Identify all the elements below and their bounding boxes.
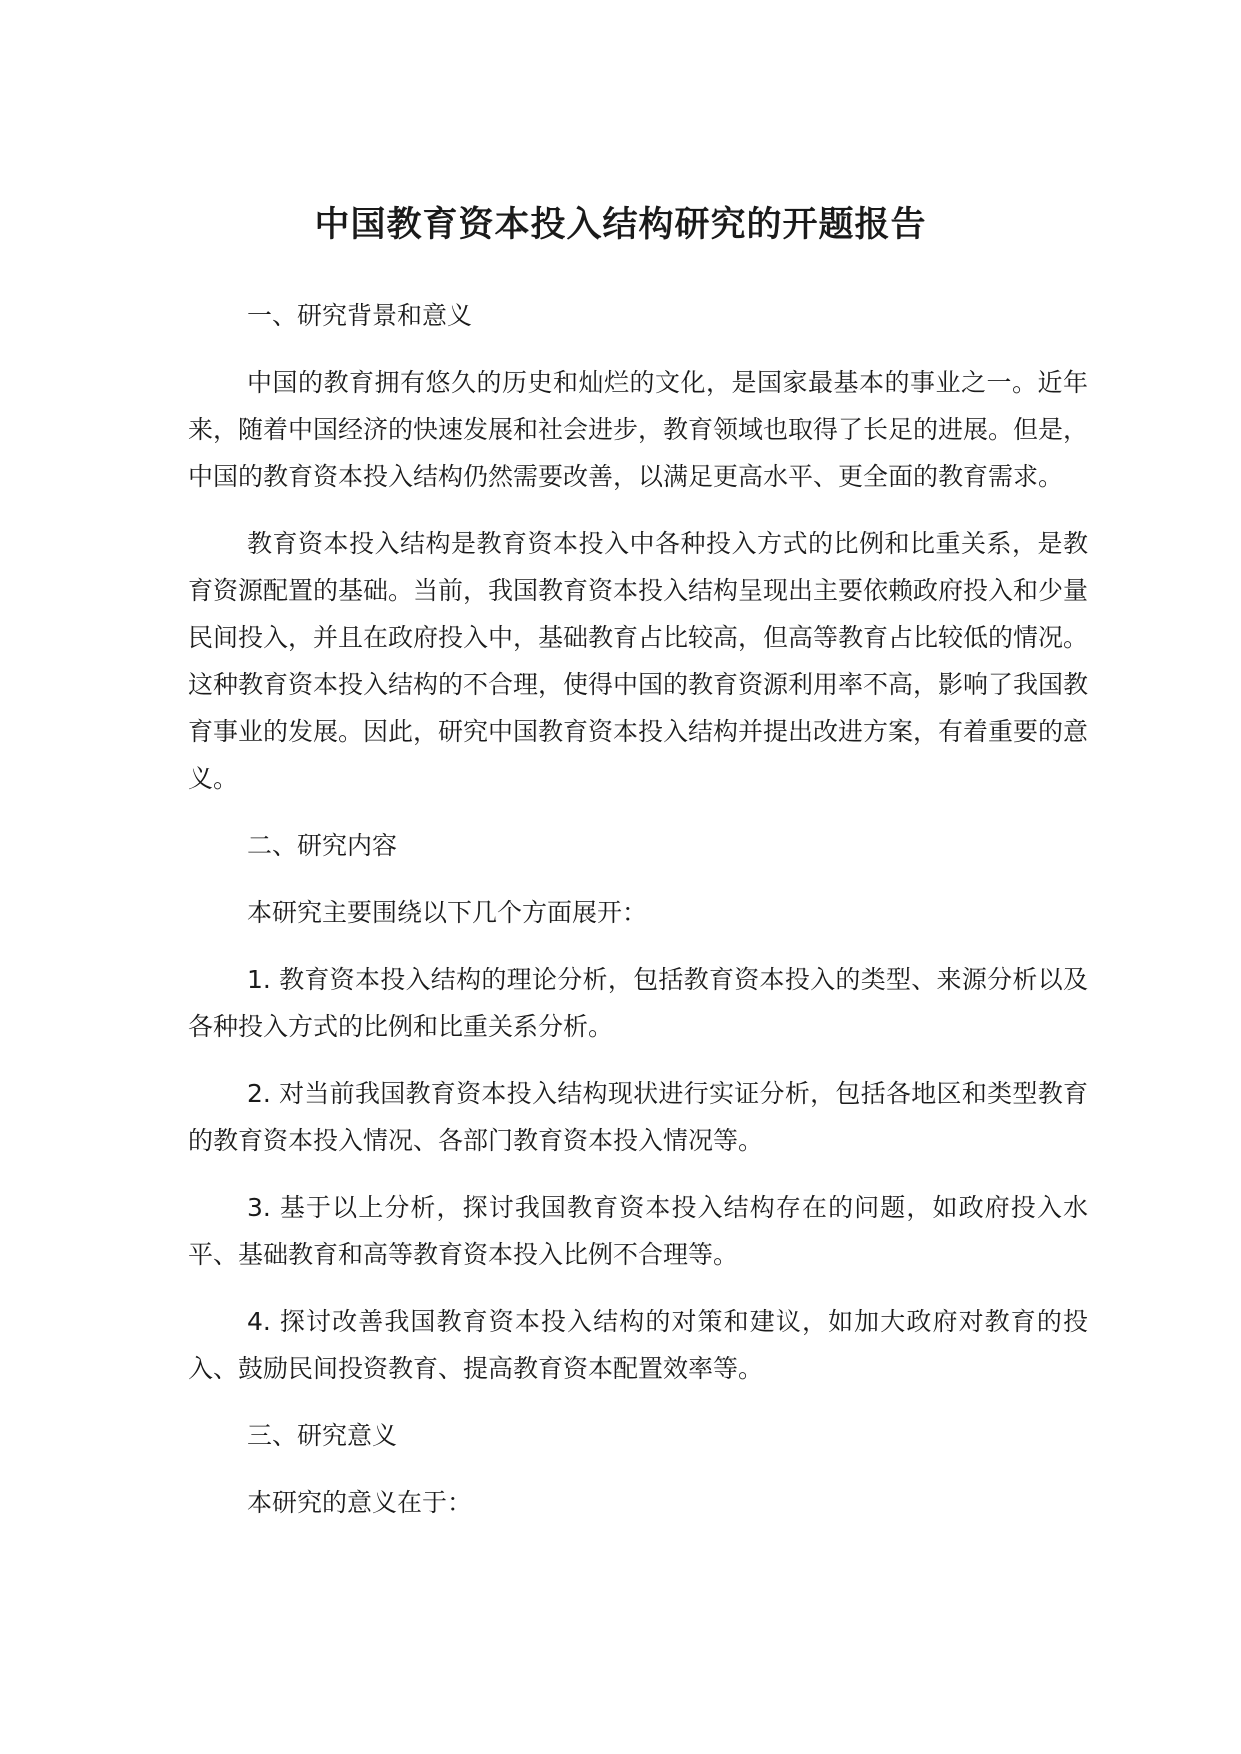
list-item-1: 1. 教育资本投入结构的理论分析，包括教育资本投入的类型、来源分析以及各种投入方式的比例和比重关系分析。 <box>188 965 1088 1041</box>
paragraph-content-intro: 本研究主要围绕以下几个方面展开： <box>247 898 648 927</box>
paragraph-significance-intro: 本研究的意义在于： <box>247 1488 473 1517</box>
document-title: 中国教育资本投入结构研究的开题报告 <box>314 205 927 246</box>
section-heading-significance: 三、研究意义 <box>247 1421 398 1450</box>
document-body <box>188 292 1088 1546</box>
paragraph-background-2: 教育资本投入结构是教育资本投入中各种投入方式的比例和比重关系，是教育资源配置的基础。当前，我国教育资本投入结构呈现出主要依赖政府投入和少量民间投入，并且在政府投入中，基础教育占比较高，但高等教育占比较低的情况。这种教育资本投入结构的不合理，使得中国的教育资源利用率不高，影响了我国教育事业的发展。因此，研究中国教育资本投入结构并提出改进方案，有着重要的意义。 <box>188 529 1089 793</box>
paragraph-background-1: 中国的教育拥有悠久的历史和灿烂的文化，是国家最基本的事业之一。近年来，随着中国经济的快速发展和社会进步，教育领域也取得了长足的进展。但是，中国的教育资本投入结构仍然需要改善，以满足更高水平、更全面的教育需求。 <box>188 368 1089 491</box>
section-heading-background: 一、研究背景和意义 <box>247 301 473 330</box>
list-item-4: 4. 探讨改善我国教育资本投入结构的对策和建议，如加大政府对教育的投入、鼓励民间投资教育、提高教育资本配置效率等。 <box>188 1307 1088 1383</box>
section-heading-content: 二、研究内容 <box>247 831 398 860</box>
list-item-2: 2. 对当前我国教育资本投入结构现状进行实证分析，包括各地区和类型教育的教育资本投入情况、各部门教育资本投入情况等。 <box>188 1079 1088 1155</box>
list-item-3: 3. 基于以上分析，探讨我国教育资本投入结构存在的问题，如政府投入水平、基础教育和高等教育资本投入比例不合理等。 <box>188 1193 1088 1269</box>
